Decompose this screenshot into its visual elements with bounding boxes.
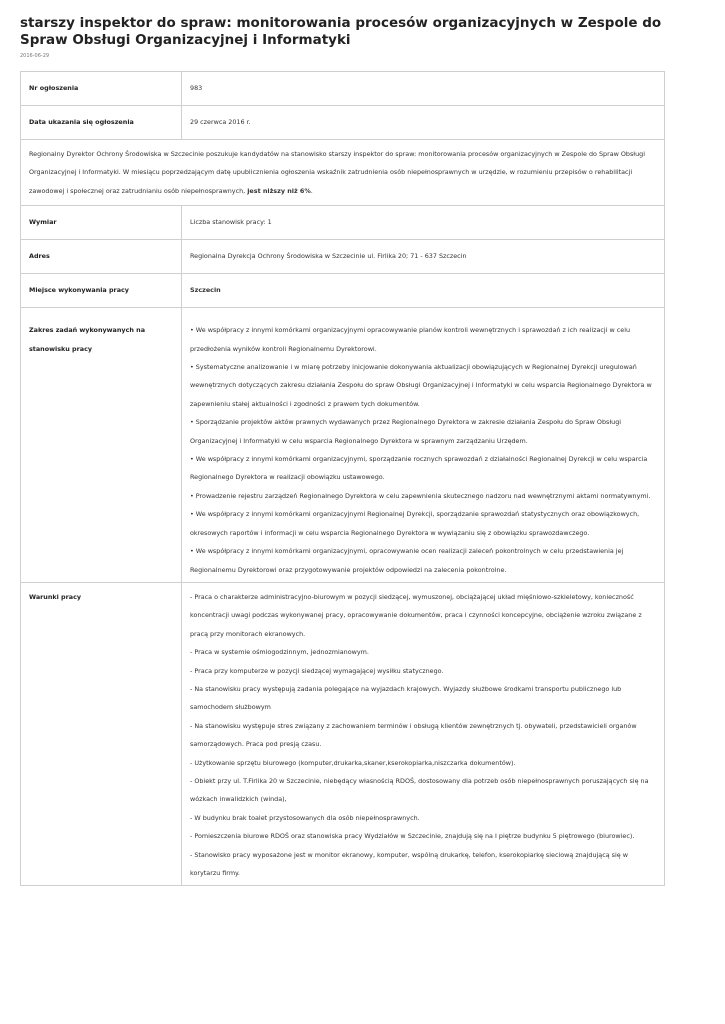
row-value-wymiar: Liczba stanowisk pracy: 1 xyxy=(182,206,665,240)
table-row xyxy=(21,140,665,206)
row-label-adres: Adres xyxy=(21,240,182,274)
intro-paragraph xyxy=(21,140,665,206)
list-item: - Obiekt przy ul. T.Firlika 20 w Szczecinie, niebędący własnością RDOŚ, dostosowany dla potrzeb osób niepełnosprawnych poruszających się na wózkach inwalidzkich (winda), xyxy=(190,776,649,804)
list-item: • We współpracy z innymi komórkami organizacyjnymi, sporządzanie rocznych sprawozdań z działalności Regionalnej Dyrekcji w celu wsparcia Regionalnego Dyrektora w realizacji obowiązku ustawowego. xyxy=(190,455,648,482)
intro-text: Regionalny Dyrektor Ochrony Środowiska w Szczecinie poszukuje kandydatów na stanowisko starszy inspektor do spraw: monitorowania procesów organizacyjnych w Zespole do Spraw Obsługi Organizacyjnej i Informatyki. W miesiącu poprzedzającym datę upublicznienia ogłoszenia wskaźnik zatrudnienia osób niepełnosprawnych w urzędzie, w rozumieniu przepisów o rehabilitacji zawodowej i społecznej oraz zatrudnianiu osób niepełnosprawnych, xyxy=(29,150,645,195)
list-item: • Sporządzanie projektów aktów prawnych wydawanych przez Regionalnego Dyrektora w zakresie działania Zespołu do Spraw Obsługi Organizacyjnej i Informatyki w celu wsparcia Regionalnego Dyrektora w sprawnym zarządzaniu Urzędem. xyxy=(190,418,622,445)
list-item: - Praca przy komputerze w pozycji siedzącej wymagającej wysiłku statycznego. xyxy=(190,666,444,675)
list-item: • Systematyczne analizowanie i w miarę potrzeby inicjowanie dokonywania aktualizacji obowiązujących w Regionalnej Dyrekcji uregulowań wewnętrznych dotyczących zakresu działania Zespołu do spraw Obsługi Organizacyjnej i Informatyki w celu wsparcia Regionalnego Dyrektora w zapewnieniu stałej aktualności i zgodności z prawem tych dokumentów. xyxy=(190,363,652,408)
offer-details-table xyxy=(20,71,665,886)
table-row xyxy=(21,274,665,308)
row-label-date: Data ukazania się ogłoszenia xyxy=(21,106,182,140)
conditions-list xyxy=(182,582,665,886)
row-value-adres: Regionalna Dyrekcja Ochrony Środowiska w Szczecinie ul. Firlika 20; 71 - 637 Szczecin xyxy=(182,240,665,274)
table-row xyxy=(21,240,665,274)
list-item: • Prowadzenie rejestru zarządzeń Regionalnego Dyrektora w celu zapewnienia skutecznego nadzoru nad wewnętrznymi aktami normatywnymi. xyxy=(190,491,651,500)
list-item: • We współpracy z innymi komórkami organizacyjnymi opracowywanie planów kontroli wewnętrznych i sprawozdań z ich realizacji w celu przedłożenia wyników kontroli Regionalnemu Dyrektorowi. xyxy=(190,326,631,353)
list-item: - Praca o charakterze administracyjno-biurowym w pozycji siedzącej, wymuszonej, obciążającej układ mięśniowo-szkieletowy, konieczność koncentracji uwagi podczas wykonywanej pracy, opracowywanie dokumentów, praca i czynności koncepcyjne, obciążenie wzroku związane z pracą przy monitorach ekranowych. xyxy=(190,592,642,638)
list-item: - Pomieszczenia biurowe RDOŚ oraz stanowiska pracy Wydziałów w Szczecinie, znajdują się na I piętrze budynku 5 piętrowego (biurowiec). xyxy=(190,832,635,841)
intro-end: . xyxy=(310,186,313,195)
list-item: • We współpracy z innymi komórkami organizacyjnymi Regionalnej Dyrekcji, sporządzanie sprawozdań statystycznych oraz obowiązkowych, okresowych raportów i informacji w celu wsparcia Regionalnego Dyrektora w wywiązaniu się z obowiązku sprawozdawczego. xyxy=(190,510,640,537)
row-value-miejsce: Szczecin xyxy=(182,274,665,308)
job-offer-page xyxy=(20,15,665,886)
page-title: starszy inspektor do spraw: monitorowania procesów organizacyjnych w Zespole do Spraw Obsługi Organizacyjnej i Informatyki xyxy=(20,15,662,48)
row-label-warunki: Warunki pracy xyxy=(21,582,182,886)
publication-date: 2016-06-29 xyxy=(20,53,50,59)
list-item: - Stanowisko pracy wyposażone jest w monitor ekranowy, komputer, wspólną drukarkę, telefon, kserokopiarkę sieciową znajdującą się w korytarzu firmy. xyxy=(190,850,628,877)
row-value-nr: 983 xyxy=(182,72,665,106)
row-label-zakres: Zakres zadań wykonywanych na stanowisku pracy xyxy=(21,308,182,583)
list-item: - Użytkowanie sprzętu biurowego (komputer,drukarka,skaner,kserokopiarka,niszczarka dokumentów). xyxy=(190,758,516,767)
intro-bold: jest niższy niż 6% xyxy=(247,186,311,195)
table-row xyxy=(21,308,665,583)
row-label-miejsce: Miejsce wykonywania pracy xyxy=(21,274,182,308)
table-row xyxy=(21,206,665,240)
row-label-wymiar: Wymiar xyxy=(21,206,182,240)
table-row xyxy=(21,106,665,140)
table-row xyxy=(21,582,665,886)
list-item: - Praca w systemie ośmiogodzinnym, jednozmianowym. xyxy=(190,648,369,657)
table-row xyxy=(21,72,665,106)
row-label-nr: Nr ogłoszenia xyxy=(21,72,182,106)
duties-list xyxy=(182,308,665,583)
list-item: • We współpracy z innymi komórkami organizacyjnymi, opracowywanie ocen realizacji zaleceń pokontrolnych w celu przedstawienia jej Regionalnemu Dyrektorowi oraz przygotowywanie projektów odpowiedzi na zalecenia pokontrolne. xyxy=(190,547,624,574)
row-value-date: 29 czerwca 2016 r. xyxy=(182,106,665,140)
list-item: - W budynku brak toalet przystosowanych dla osób niepełnosprawnych. xyxy=(190,813,420,822)
list-item: - Na stanowisku występuje stres związany z zachowaniem terminów i obsługą klientów zewnętrznych tj. obywateli, przedstawicieli organów samorządowych. Praca pod presją czasu. xyxy=(190,721,637,749)
list-item: - Na stanowisku pracy występują zadania polegające na wyjazdach krajowych. Wyjazdy służbowe środkami transportu publicznego lub samochodem służbowym xyxy=(190,684,622,712)
